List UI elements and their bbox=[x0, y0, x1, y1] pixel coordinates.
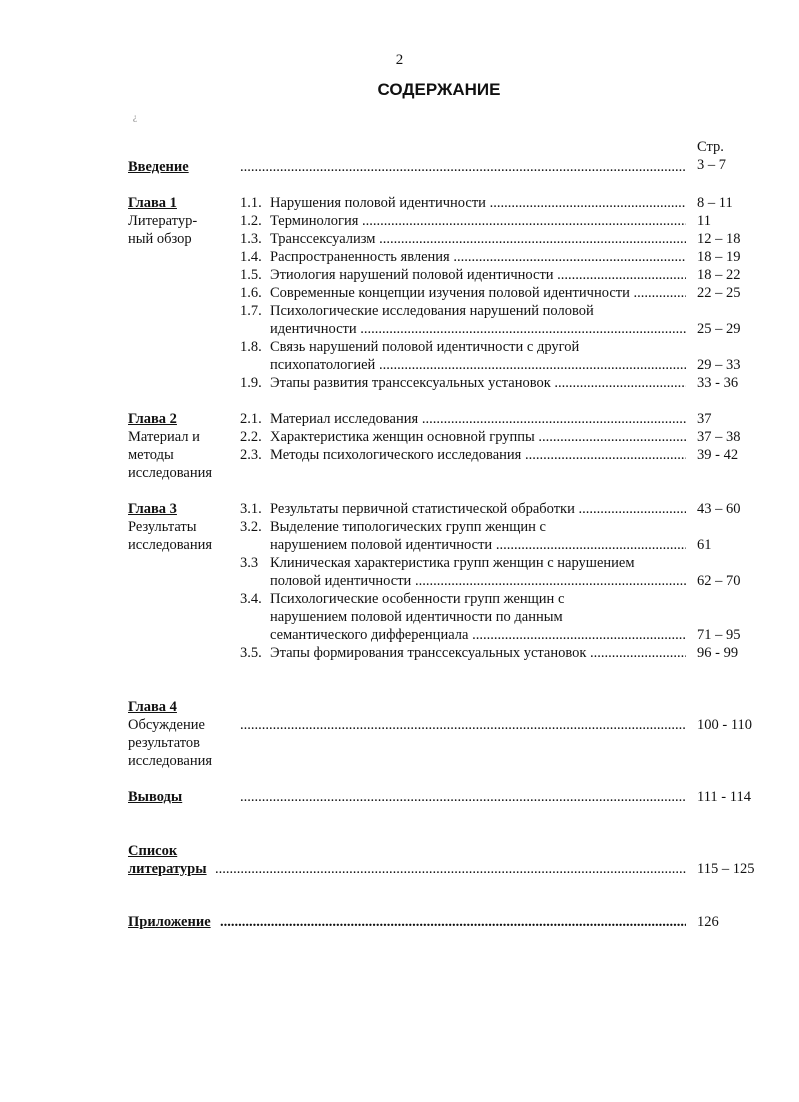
item-number: 1.6. bbox=[240, 285, 262, 301]
item-number: 3.5. bbox=[240, 645, 262, 661]
item-pages: 18 – 22 bbox=[697, 267, 741, 283]
chapter-2-subtitle: методы bbox=[128, 447, 174, 463]
item-title-line: Клиническая характеристика групп женщин с нарушением bbox=[270, 555, 635, 571]
references-label: литературы bbox=[128, 861, 207, 877]
chapter-2-subtitle: Материал и bbox=[128, 429, 200, 445]
item-title: Этиология нарушений половой идентичности ..... bbox=[270, 266, 686, 284]
item-number: 1.3. bbox=[240, 231, 262, 247]
item-pages: 25 – 29 bbox=[697, 321, 741, 337]
item-title: Результаты первичной статистической обработки ..... bbox=[270, 500, 686, 518]
item-pages: 37 – 38 bbox=[697, 429, 741, 445]
references-pages: 115 – 125 bbox=[697, 861, 755, 877]
appendix-leader bbox=[220, 913, 686, 931]
item-title: Характеристика женщин основной группы ..... bbox=[270, 428, 686, 446]
item-pages: 37 bbox=[697, 411, 712, 427]
item-number: 3.1. bbox=[240, 501, 262, 517]
chapter-2-subtitle: исследования bbox=[128, 465, 213, 481]
item-pages: 39 - 42 bbox=[697, 447, 739, 463]
item-pages: 18 – 19 bbox=[697, 249, 741, 265]
chapter-1-label: Глава 1 bbox=[128, 195, 177, 211]
item-number: 3.2. bbox=[240, 519, 262, 535]
item-number: 3.4. bbox=[240, 591, 262, 607]
item-title-line: Психологические особенности групп женщин с bbox=[270, 591, 565, 607]
chapter-1-subtitle: ный обзор bbox=[128, 231, 192, 247]
item-title: Нарушения половой идентичности ..... bbox=[270, 194, 686, 212]
item-title-line: Связь нарушений половой идентичности с другой bbox=[270, 339, 580, 355]
item-title: идентичности ..... bbox=[270, 320, 686, 338]
item-number: 1.1. bbox=[240, 195, 262, 211]
chapter-2-label: Глава 2 bbox=[128, 411, 177, 427]
item-pages: 8 – 11 bbox=[697, 195, 733, 211]
item-pages: 62 – 70 bbox=[697, 573, 741, 589]
references-leader bbox=[215, 860, 686, 878]
item-title-line: Психологические исследования нарушений половой bbox=[270, 303, 594, 319]
pages-column-header: Стр. bbox=[697, 139, 724, 155]
item-pages: 43 – 60 bbox=[697, 501, 741, 517]
item-number: 1.4. bbox=[240, 249, 262, 265]
item-pages: 96 - 99 bbox=[697, 645, 739, 661]
item-number: 2.2. bbox=[240, 429, 262, 445]
item-title: Транссексуализм ..... bbox=[270, 230, 686, 248]
item-title: Распространенность явления ..... bbox=[270, 248, 686, 266]
item-pages: 33 - 36 bbox=[697, 375, 739, 391]
item-title-line: нарушением половой идентичности по данным bbox=[270, 609, 563, 625]
item-title: Этапы формирования транссексуальных установок ..... bbox=[270, 644, 686, 662]
chapter-3-label: Глава 3 bbox=[128, 501, 177, 517]
references-label: Список bbox=[128, 843, 178, 859]
chapter-3-subtitle: исследования bbox=[128, 537, 213, 553]
appendix-pages: 126 bbox=[697, 914, 719, 930]
item-title: половой идентичности ..... bbox=[270, 572, 686, 590]
chapter-1-subtitle: Литератур- bbox=[128, 213, 198, 229]
item-pages: 12 – 18 bbox=[697, 231, 741, 247]
item-title: нарушением половой идентичности ..... bbox=[270, 536, 686, 554]
item-title: Современные концепции изучения половой идентичности ..... bbox=[270, 284, 686, 302]
item-number: 3.3 bbox=[240, 555, 259, 571]
item-title: Терминология ..... bbox=[270, 212, 686, 230]
item-number: 1.7. bbox=[240, 303, 262, 319]
chapter-4-subtitle: результатов bbox=[128, 735, 201, 751]
chapter-4-leader bbox=[240, 716, 686, 734]
item-number: 1.8. bbox=[240, 339, 262, 355]
conclusions-leader bbox=[240, 788, 686, 806]
item-number: 1.2. bbox=[240, 213, 262, 229]
chapter-4-pages: 100 - 110 bbox=[697, 717, 753, 733]
intro-label: Введение bbox=[128, 159, 189, 175]
item-title: психопатологией ..... bbox=[270, 356, 686, 374]
item-title-line: Выделение типологических групп женщин с bbox=[270, 519, 546, 535]
appendix-label: Приложение bbox=[128, 914, 211, 930]
page-title: СОДЕРЖАНИЕ bbox=[377, 80, 501, 99]
conclusions-label: Выводы bbox=[128, 789, 183, 805]
item-pages: 29 – 33 bbox=[697, 357, 741, 373]
stray-mark: ¿ bbox=[133, 112, 137, 122]
intro-pages: 3 – 7 bbox=[697, 157, 726, 173]
item-number: 2.3. bbox=[240, 447, 262, 463]
chapter-4-subtitle: Обсуждение bbox=[128, 717, 205, 733]
conclusions-pages: 111 - 114 bbox=[697, 789, 751, 805]
chapter-3-subtitle: Результаты bbox=[128, 519, 197, 535]
item-pages: 71 – 95 bbox=[697, 627, 741, 643]
item-pages: 61 bbox=[697, 537, 712, 553]
item-pages: 11 bbox=[697, 213, 711, 229]
item-number: 1.5. bbox=[240, 267, 262, 283]
item-pages: 22 – 25 bbox=[697, 285, 741, 301]
item-title: Этапы развития транссексуальных установок ..... bbox=[270, 374, 686, 392]
chapter-4-label: Глава 4 bbox=[128, 699, 177, 715]
item-number: 1.9. bbox=[240, 375, 262, 391]
item-title: Методы психологического исследования ..... bbox=[270, 446, 686, 464]
item-title: семантического дифференциала ..... bbox=[270, 626, 686, 644]
item-number: 2.1. bbox=[240, 411, 262, 427]
item-title: Материал исследования ..... bbox=[270, 410, 686, 428]
chapter-4-subtitle: исследования bbox=[128, 753, 213, 769]
intro-leader bbox=[240, 158, 686, 176]
page-number: 2 bbox=[395, 52, 404, 68]
